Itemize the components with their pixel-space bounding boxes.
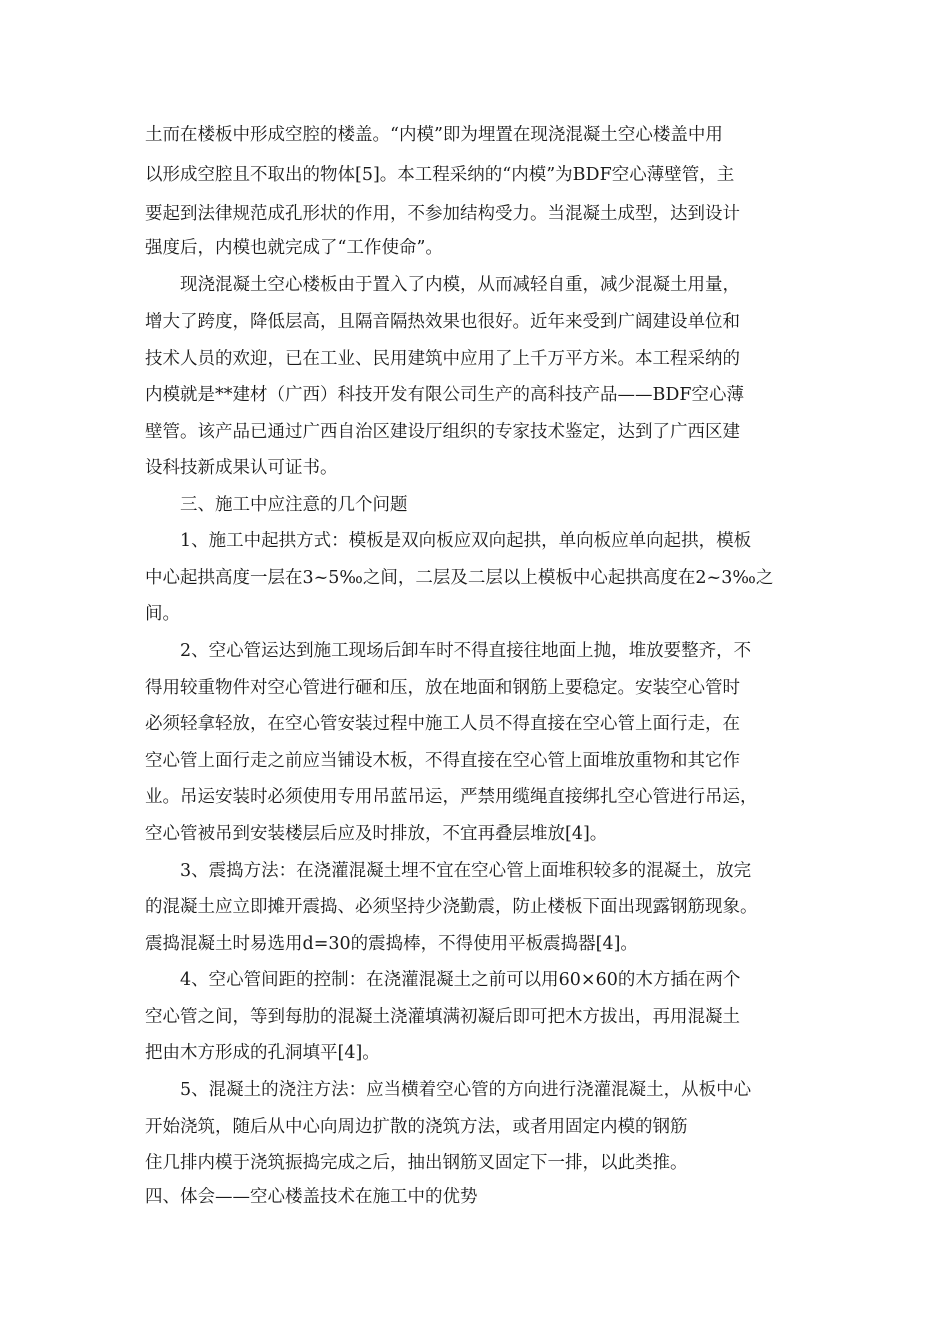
text-line: 业。吊运安装时必须使用专用吊蓝吊运，严禁用缆绳直接绑扎空心管进行吊运，	[145, 787, 758, 807]
text-line: 增大了跨度，降低层高，且隔音隔热效果也很好。近年来受到广阔建设单位和	[145, 312, 740, 332]
text-line: 空心管被吊到安装楼层后应及时排放，不宜再叠层堆放[4]。	[145, 824, 608, 844]
text-line: 空心管之间，等到每肋的混凝土浇灌填满初凝后即可把木方拔出，再用混凝土	[145, 1007, 740, 1027]
text-line: 以形成空腔且不取出的物体[5]。本工程采纳的“内模”为BDF空心薄壁管，主	[145, 165, 735, 185]
text-line: 开始浇筑，随后从中心向周边扩散的浇筑方法，或者用固定内模的钢筋	[145, 1117, 688, 1137]
text-line: 住几排内模于浇筑振捣完成之后，抽出钢筋叉固定下一排，以此类推。	[145, 1153, 688, 1173]
paragraph-first-line: 2、空心管运达到施工现场后卸车时不得直接往地面上抛，堆放要整齐，不	[180, 641, 752, 661]
text-line: 土而在楼板中形成空腔的楼盖。“内模”即为埋置在现浇混凝土空心楼盖中用	[145, 125, 723, 145]
paragraph-first-line: 1、施工中起拱方式：模板是双向板应双向起拱，单向板应单向起拱，模板	[180, 531, 752, 551]
paragraph-first-line: 现浇混凝土空心楼板由于置入了内模，从而减轻自重，减少混凝土用量，	[180, 275, 740, 295]
text-line: 内模就是**建材（广西）科技开发有限公司生产的高科技产品——BDF空心薄	[145, 385, 745, 405]
paragraph-first-line: 4、空心管间距的控制：在浇灌混凝土之前可以用60×60的木方插在两个	[180, 970, 741, 990]
text-line: 要起到法律规范成孔形状的作用，不参加结构受力。当混凝土成型，达到设计	[145, 204, 740, 224]
text-line: 中心起拱高度一层在3~5‰之间，二层及二层以上模板中心起拱高度在2~3‰之	[145, 568, 774, 588]
section-heading: 四、体会——空心楼盖技术在施工中的优势	[145, 1187, 478, 1207]
text-line: 把由木方形成的孔洞填平[4]。	[145, 1043, 380, 1063]
text-line: 技术人员的欢迎，已在工业、民用建筑中应用了上千万平方米。本工程采纳的	[145, 349, 740, 369]
text-line: 震捣混凝土时易选用d=30的震捣棒，不得使用平板震捣器[4]。	[145, 934, 638, 954]
text-line: 得用较重物件对空心管进行砸和压，放在地面和钢筋上要稳定。安装空心管时	[145, 678, 740, 698]
paragraph-first-line: 5、混凝土的浇注方法：应当横着空心管的方向进行浇灌混凝土，从板中心	[180, 1080, 752, 1100]
text-line: 壁管。该产品已通过广西自治区建设厅组织的专家技术鉴定，达到了广西区建	[145, 422, 740, 442]
text-line: 必须轻拿轻放，在空心管安装过程中施工人员不得直接在空心管上面行走，在	[145, 714, 740, 734]
text-line: 空心管上面行走之前应当铺设木板，不得直接在空心管上面堆放重物和其它作	[145, 751, 740, 771]
text-line: 强度后，内模也就完成了“工作使命”。	[145, 238, 443, 258]
text-line: 的混凝土应立即摊开震捣、必须坚持少浇勤震，防止楼板下面出现露钢筋现象。	[145, 897, 758, 917]
section-heading: 三、施工中应注意的几个问题	[180, 495, 408, 515]
text-line: 间。	[145, 604, 180, 624]
paragraph-first-line: 3、震捣方法：在浇灌混凝土埋不宜在空心管上面堆积较多的混凝土，放完	[180, 861, 752, 881]
text-line: 设科技新成果认可证书。	[145, 458, 338, 478]
